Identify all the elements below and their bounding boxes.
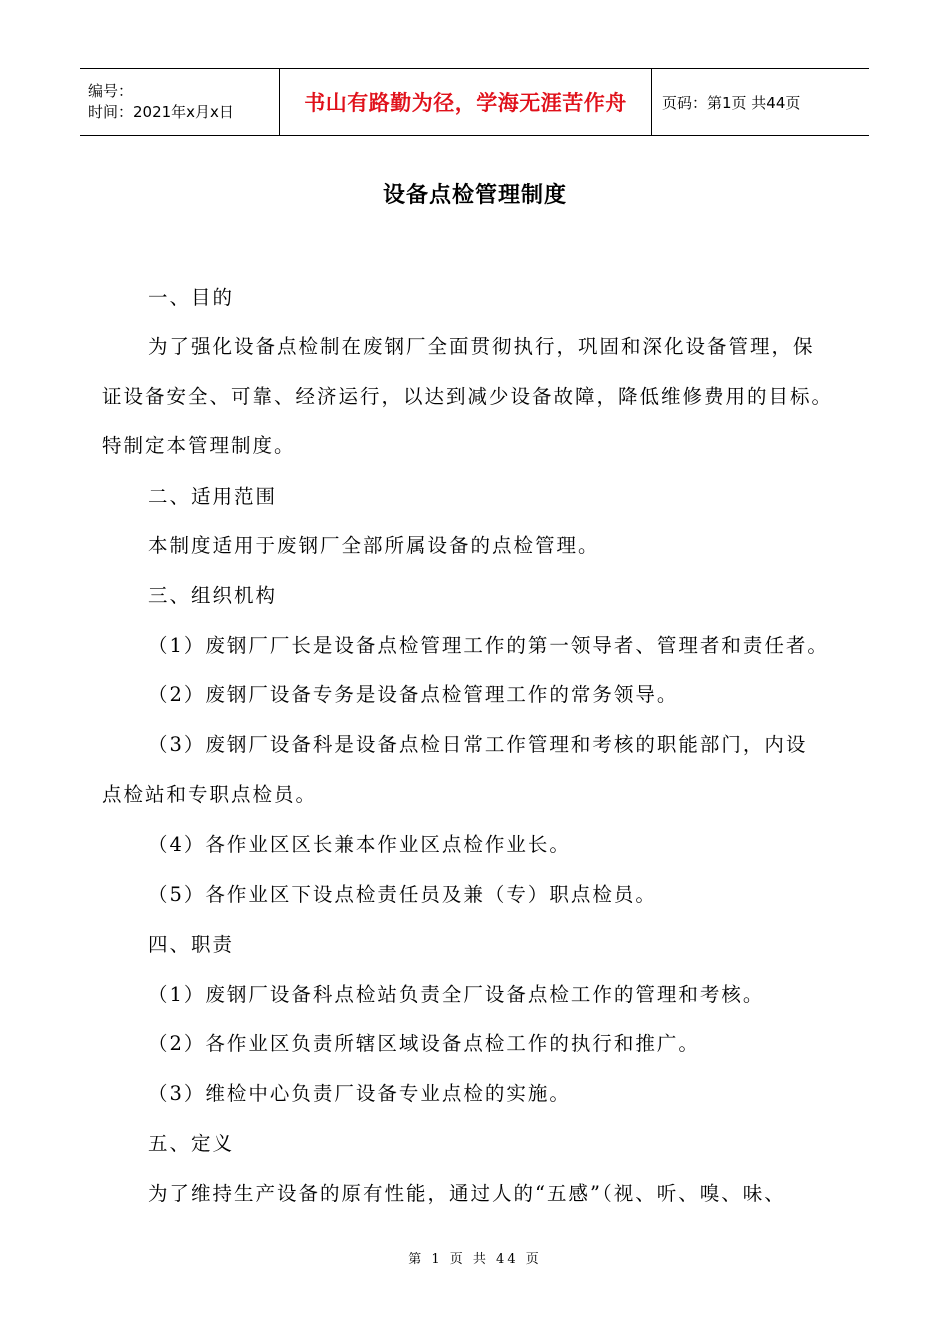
paragraph-line: 为了维持生产设备的原有性能，通过人的“五感”（视、听、嗅、味、: [148, 1182, 786, 1205]
section-heading-duties: 四、职责: [148, 933, 235, 956]
list-item: （3）维检中心负责厂设备专业点检的实施。: [148, 1082, 571, 1105]
time-label: 时间：2021年x月x日: [88, 103, 234, 121]
paragraph-line: 点检站和专职点检员。: [102, 783, 318, 806]
list-item: （5）各作业区下设点检责任员及兼（专）职点检员。: [148, 883, 657, 906]
list-item: （2）各作业区负责所辖区域设备点检工作的执行和推广。: [148, 1032, 700, 1055]
document-title: 设备点检管理制度: [382, 183, 567, 208]
paragraph-line: 证设备安全、可靠、经济运行，以达到减少设备故障，降低维修费用的目标。: [102, 385, 834, 408]
section-heading-scope: 二、适用范围: [148, 485, 278, 508]
list-item: （3）废钢厂设备科是设备点检日常工作管理和考核的职能部门，内设: [148, 733, 808, 756]
header-table: [80, 68, 869, 136]
header-page-cell: [652, 69, 869, 135]
section-heading-definition: 五、定义: [148, 1132, 235, 1155]
section-heading-organization: 三、组织机构: [148, 584, 278, 607]
paragraph-line: 为了强化设备点检制在废钢厂全面贯彻执行，巩固和深化设备管理，保: [148, 335, 815, 358]
motto-text: 书山有路勤为径，学海无涯苦作舟: [304, 91, 627, 115]
page-footer: 第 1 页 共 44 页: [408, 1252, 542, 1267]
page-info: 页码：第1页 共44页: [662, 93, 801, 112]
list-item: （4）各作业区区长兼本作业区点检作业长。: [148, 833, 571, 856]
list-item: （2）废钢厂设备专务是设备点检管理工作的常务领导。: [148, 683, 679, 706]
paragraph-line: 本制度适用于废钢厂全部所属设备的点检管理。: [148, 534, 600, 557]
header-motto-cell: [280, 69, 652, 135]
list-item: （1）废钢厂设备科点检站负责全厂设备点检工作的管理和考核。: [148, 983, 765, 1006]
header-info-cell: [80, 69, 280, 135]
paragraph-line: 特制定本管理制度。: [102, 434, 296, 457]
section-heading-purpose: 一、目的: [148, 286, 235, 309]
list-item: （1）废钢厂厂长是设备点检管理工作的第一领导者、管理者和责任者。: [148, 634, 829, 657]
number-label: 编号：: [88, 82, 134, 100]
